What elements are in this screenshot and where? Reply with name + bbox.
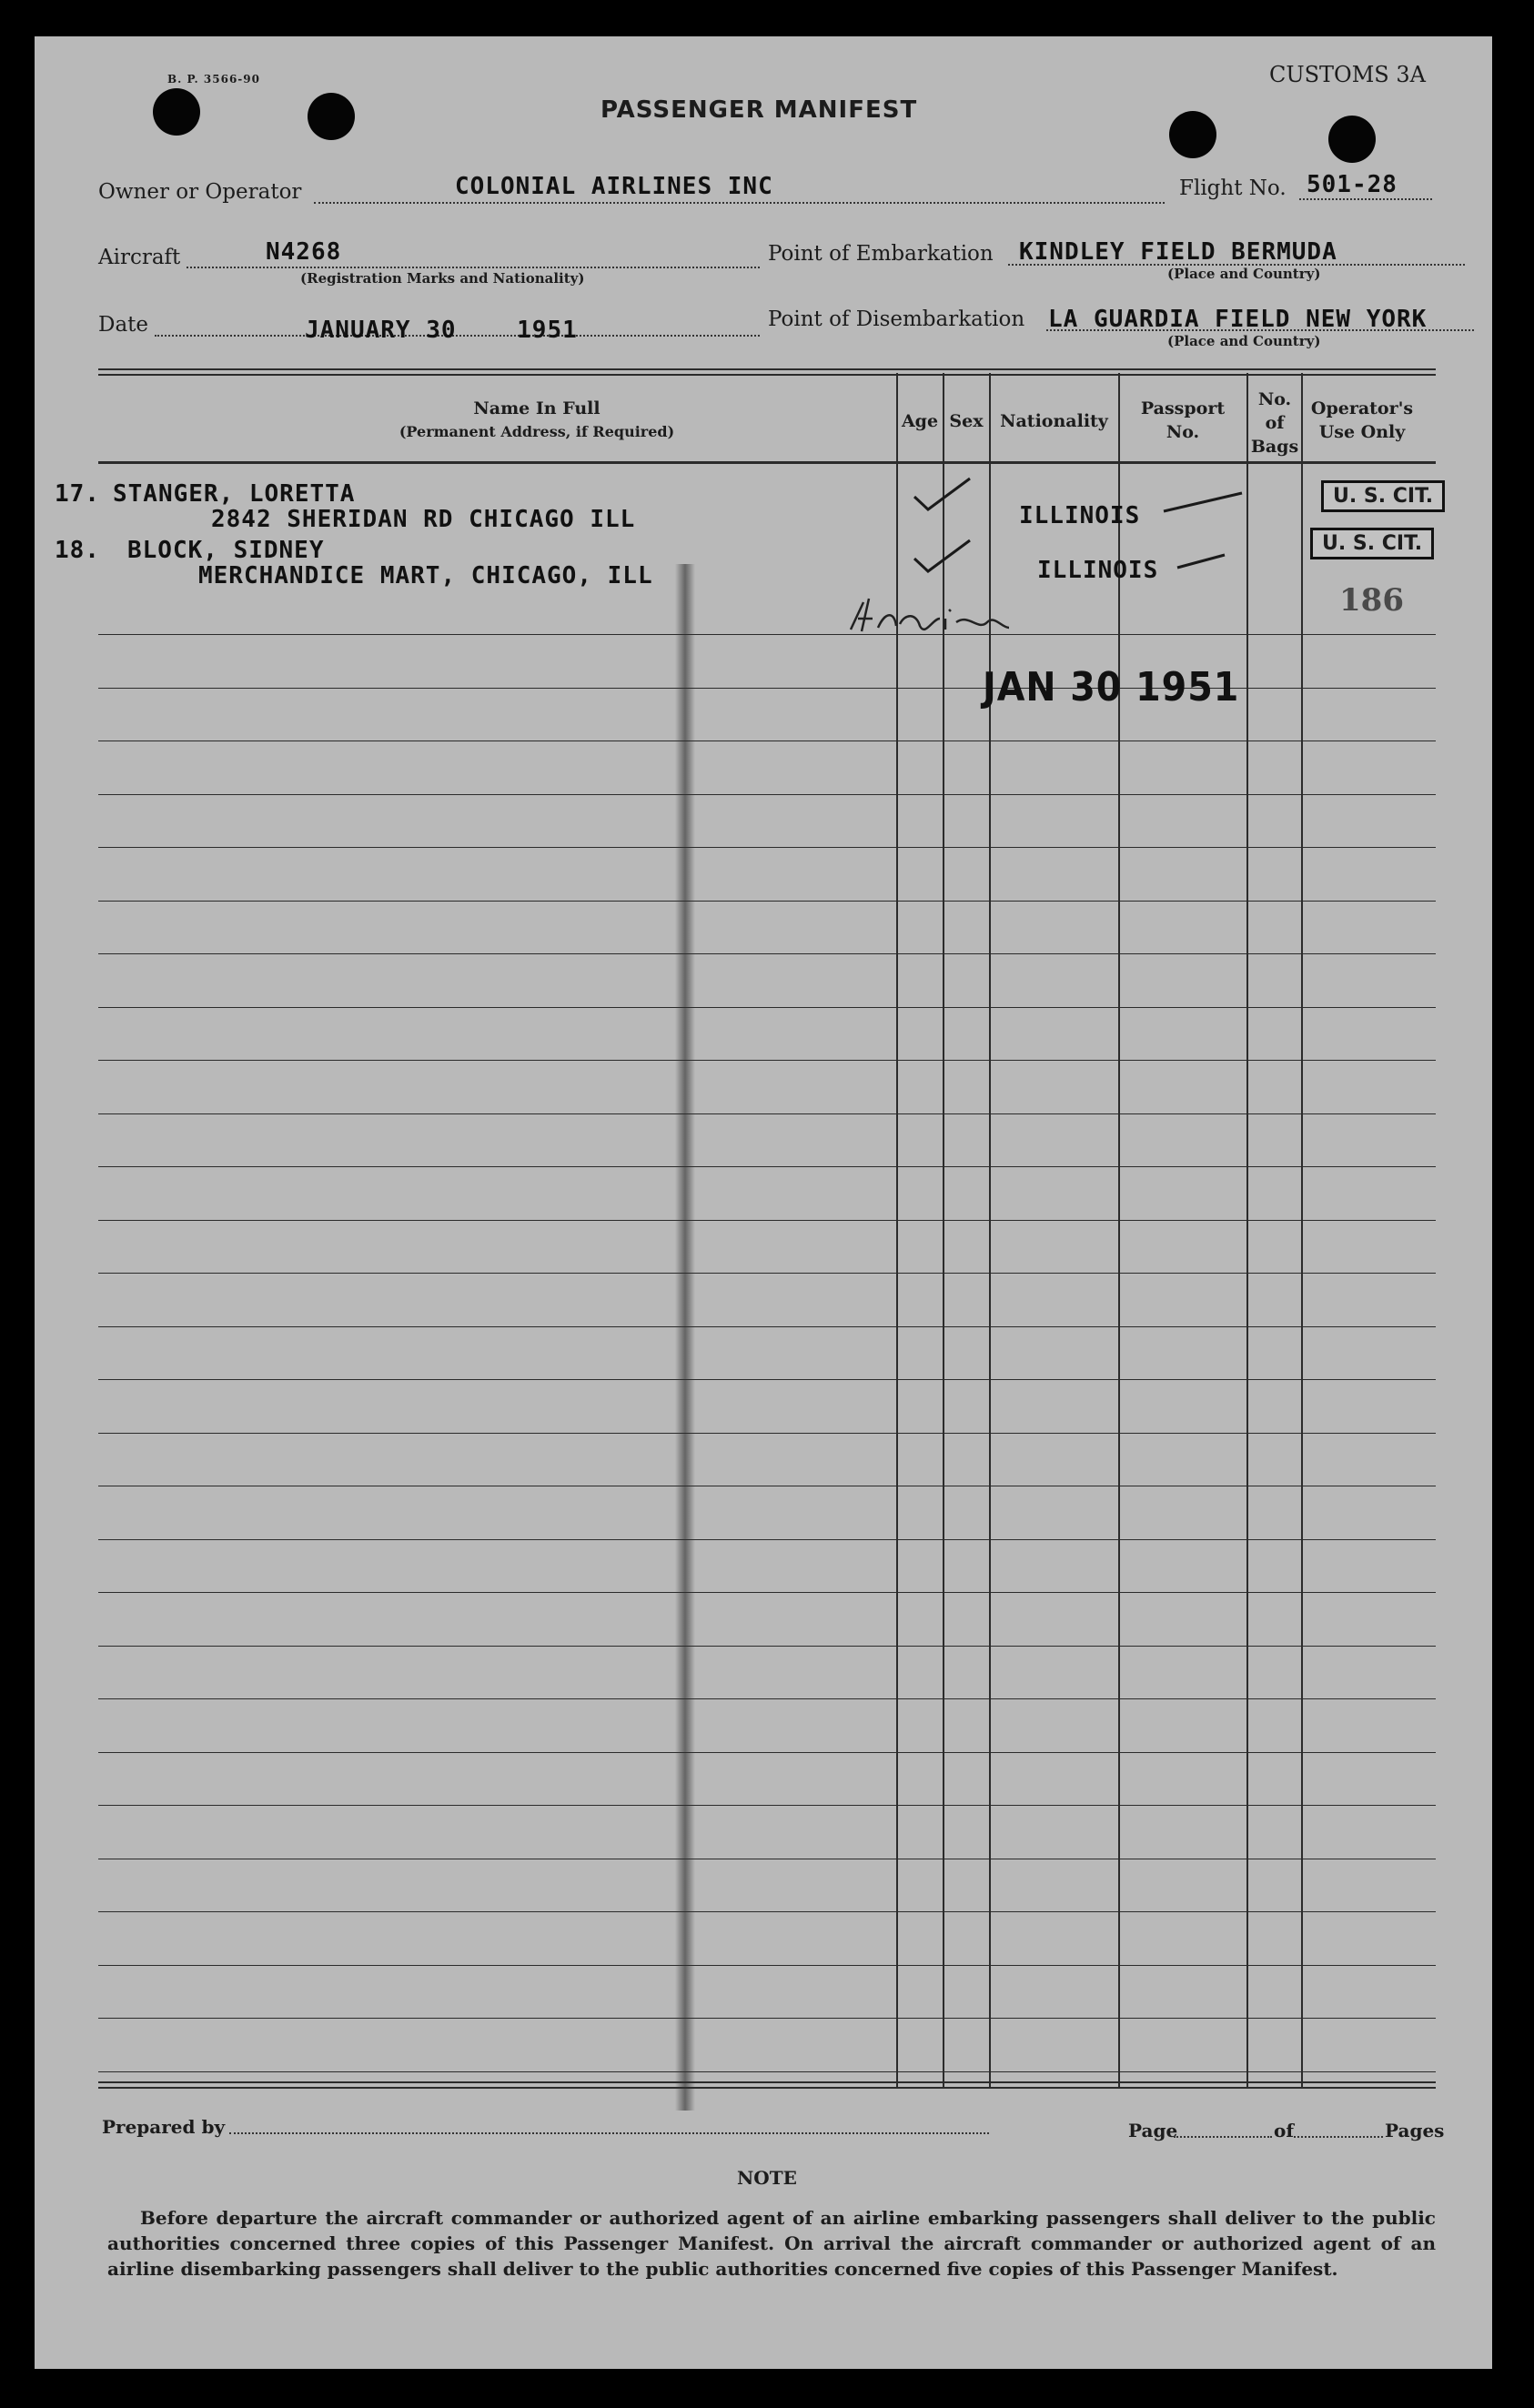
aircraft-dotted-line (187, 267, 760, 268)
column-divider (1301, 373, 1303, 2087)
passenger-nationality: ILLINOIS (1019, 502, 1141, 529)
prepared-by-line (229, 2132, 989, 2134)
prepared-by-label: Prepared by (102, 2116, 226, 2138)
column-header-passport: Passport No. (1140, 398, 1226, 442)
of-label: of (1274, 2120, 1294, 2141)
column-divider (1118, 373, 1120, 2087)
table-row-rule (98, 1007, 1436, 1008)
disembark-value: LA GUARDIA FIELD NEW YORK (1048, 306, 1428, 333)
passenger-address: MERCHANDICE MART, CHICAGO, ILL (198, 562, 653, 589)
table-row-rule (98, 1965, 1436, 1966)
table-row-rule (98, 901, 1436, 902)
table-header-rule (98, 461, 1436, 464)
flight-dotted-line (1299, 198, 1432, 200)
punch-hole (1169, 111, 1216, 158)
check-mark-icon (910, 535, 974, 577)
table-row-rule (98, 1166, 1436, 1167)
aircraft-hint: (Registration Marks and Nationality) (300, 270, 585, 287)
column-header-bags: No. of Bags (1250, 389, 1299, 457)
column-header-name (182, 397, 892, 444)
table-row-rule (98, 1539, 1436, 1540)
flight-label: Flight No. (1179, 176, 1287, 200)
us-citizen-stamp: U. S. CIT. (1321, 480, 1445, 512)
owner-value: COLONIAL AIRLINES INC (455, 173, 773, 200)
manifest-sheet (35, 36, 1492, 2369)
table-row-rule (98, 1752, 1436, 1753)
column-header-name-sub: (Permanent Address, if Required) (399, 423, 675, 440)
column-header-operator: Operator's Use Only (1310, 398, 1414, 442)
date-value: JANUARY 30 1951 (305, 317, 578, 344)
passenger-nationality: ILLINOIS (1037, 557, 1159, 584)
table-row-rule (98, 1379, 1436, 1380)
punch-hole (1328, 116, 1376, 163)
table-bottom-rule (98, 2081, 1436, 2083)
owner-label: Owner or Operator (98, 180, 302, 204)
passenger-number: 17. (55, 480, 100, 508)
table-row-rule (98, 1805, 1436, 1806)
dash-mark-icon (1160, 488, 1246, 517)
table-row-rule (98, 1326, 1436, 1327)
passenger-name: BLOCK, SIDNEY (127, 537, 325, 564)
table-row-rule (98, 1433, 1436, 1434)
pages-label: Pages (1385, 2120, 1445, 2141)
owner-dotted-line (314, 202, 1165, 204)
embark-hint: (Place and Country) (1167, 266, 1321, 282)
table-bottom-rule (98, 2087, 1436, 2089)
page-label: Page (1128, 2120, 1178, 2141)
disembark-hint: (Place and Country) (1167, 333, 1321, 349)
aircraft-label: Aircraft (98, 246, 181, 269)
table-row-rule (98, 1220, 1436, 1221)
table-row-rule (98, 794, 1436, 795)
table-row-rule (98, 1113, 1436, 1114)
handwritten-signature (842, 591, 1069, 655)
note-title: NOTE (737, 2167, 797, 2189)
table-row-rule (98, 847, 1436, 848)
check-mark-icon (910, 473, 974, 515)
dash-mark-icon (1174, 549, 1228, 573)
aircraft-value: N4268 (266, 238, 342, 266)
table-top-rule (98, 368, 1436, 370)
column-header-age: Age (901, 411, 939, 431)
column-header-name-label: Name In Full (473, 398, 600, 418)
table-top-rule (98, 374, 1436, 376)
customs-label: CUSTOMS 3A (1269, 62, 1426, 87)
fold-shadow (675, 564, 695, 2111)
table-row-rule (98, 634, 1436, 635)
table-row-rule (98, 1273, 1436, 1274)
passenger-number: 18. (55, 537, 100, 564)
page-total-line (1294, 2136, 1383, 2138)
us-citizen-stamp: U. S. CIT. (1310, 528, 1434, 559)
date-stamp: JAN 30 1951 (983, 664, 1240, 710)
table-row-rule (98, 1060, 1436, 1061)
operator-number: 186 (1339, 582, 1404, 619)
table-row-rule (98, 1698, 1436, 1699)
table-row-rule (98, 1646, 1436, 1647)
table-row-rule (98, 953, 1436, 954)
page-title: PASSENGER MANIFEST (600, 96, 918, 124)
column-header-nationality: Nationality (1000, 411, 1108, 431)
table-row-rule (98, 2071, 1436, 2072)
table-row-rule (98, 1592, 1436, 1593)
passenger-name: STANGER, LORETTA (113, 480, 356, 508)
form-number: B. P. 3566-90 (167, 73, 260, 86)
column-divider (1246, 373, 1248, 2087)
embark-value: KINDLEY FIELD BERMUDA (1019, 238, 1337, 266)
table-row-rule (98, 1911, 1436, 1912)
column-header-sex: Sex (949, 411, 984, 431)
embark-label: Point of Embarkation (768, 242, 994, 266)
disembark-label: Point of Disembarkation (768, 307, 1025, 331)
flight-value: 501-28 (1307, 171, 1398, 198)
punch-hole (153, 88, 200, 136)
page-number-line (1174, 2136, 1272, 2138)
date-label: Date (98, 313, 149, 337)
table-row-rule (98, 2018, 1436, 2019)
passenger-address: 2842 SHERIDAN RD CHICAGO ILL (211, 506, 636, 533)
punch-hole (308, 93, 355, 140)
note-text: Before departure the aircraft commander or authorized agent of an airline embarking passengers shall deliver to the public authorities concerned three copies of this Passenger Manifest. On arrival the aircraft commander or authorized agent of an airline disembarking passengers shall deliver to the public authorities concerned five copies of this Passenger Manifest. (107, 2207, 1436, 2280)
